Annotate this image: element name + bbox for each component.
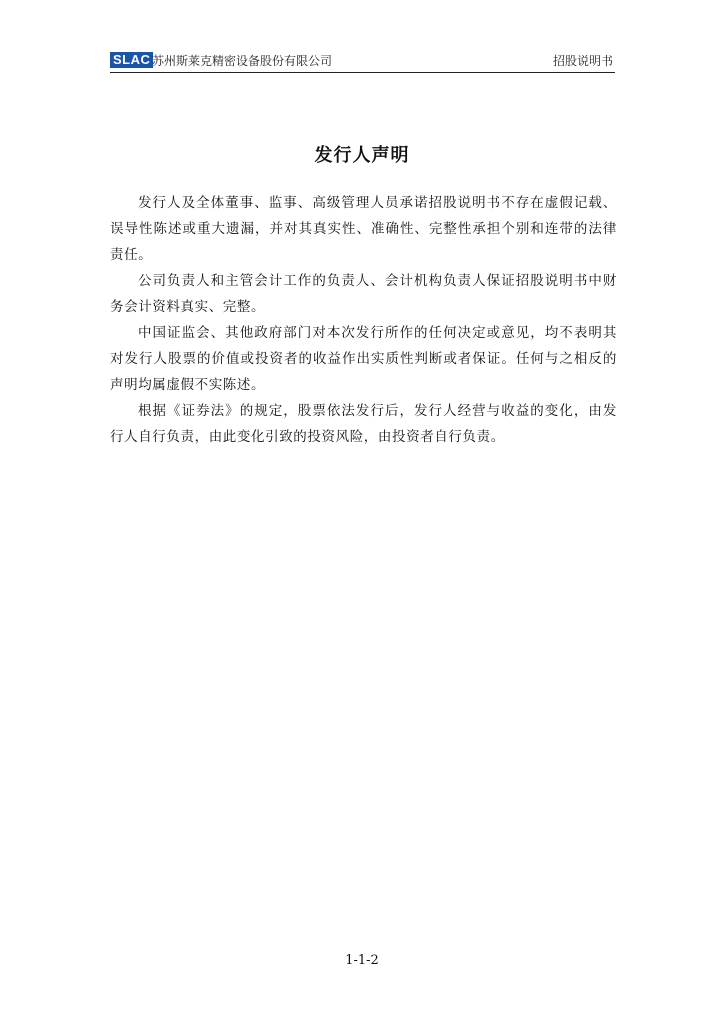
document-type: 招股说明书 <box>552 54 613 68</box>
company-name: 苏州斯莱克精密设备股份有限公司 <box>152 54 333 68</box>
company-logo: SLAC <box>110 52 153 68</box>
page-title: 发行人声明 <box>314 145 410 166</box>
statement-body <box>110 190 617 450</box>
page-number: 1-1-2 <box>345 953 379 968</box>
statement-paragraph-1: 发行人及全体董事、监事、高级管理人员承诺招股说明书不存在虚假记载、误导性陈述或重大遗漏，并对其真实性、准确性、完整性承担个别和连带的法律责任。 <box>110 195 617 263</box>
statement-paragraph-2: 公司负责人和主管会计工作的负责人、会计机构负责人保证招股说明书中财务会计资料真实、完整。 <box>110 273 617 315</box>
statement-paragraph-3: 中国证监会、其他政府部门对本次发行所作的任何决定或意见，均不表明其对发行人股票的价值或投资者的收益作出实质性判断或者保证。任何与之相反的声明均属虚假不实陈述。 <box>110 325 617 393</box>
page-header <box>110 50 615 73</box>
statement-paragraph-4: 根据《证券法》的规定，股票依法发行后，发行人经营与收益的变化，由发行人自行负责，由此变化引致的投资风险，由投资者自行负责。 <box>110 403 617 445</box>
